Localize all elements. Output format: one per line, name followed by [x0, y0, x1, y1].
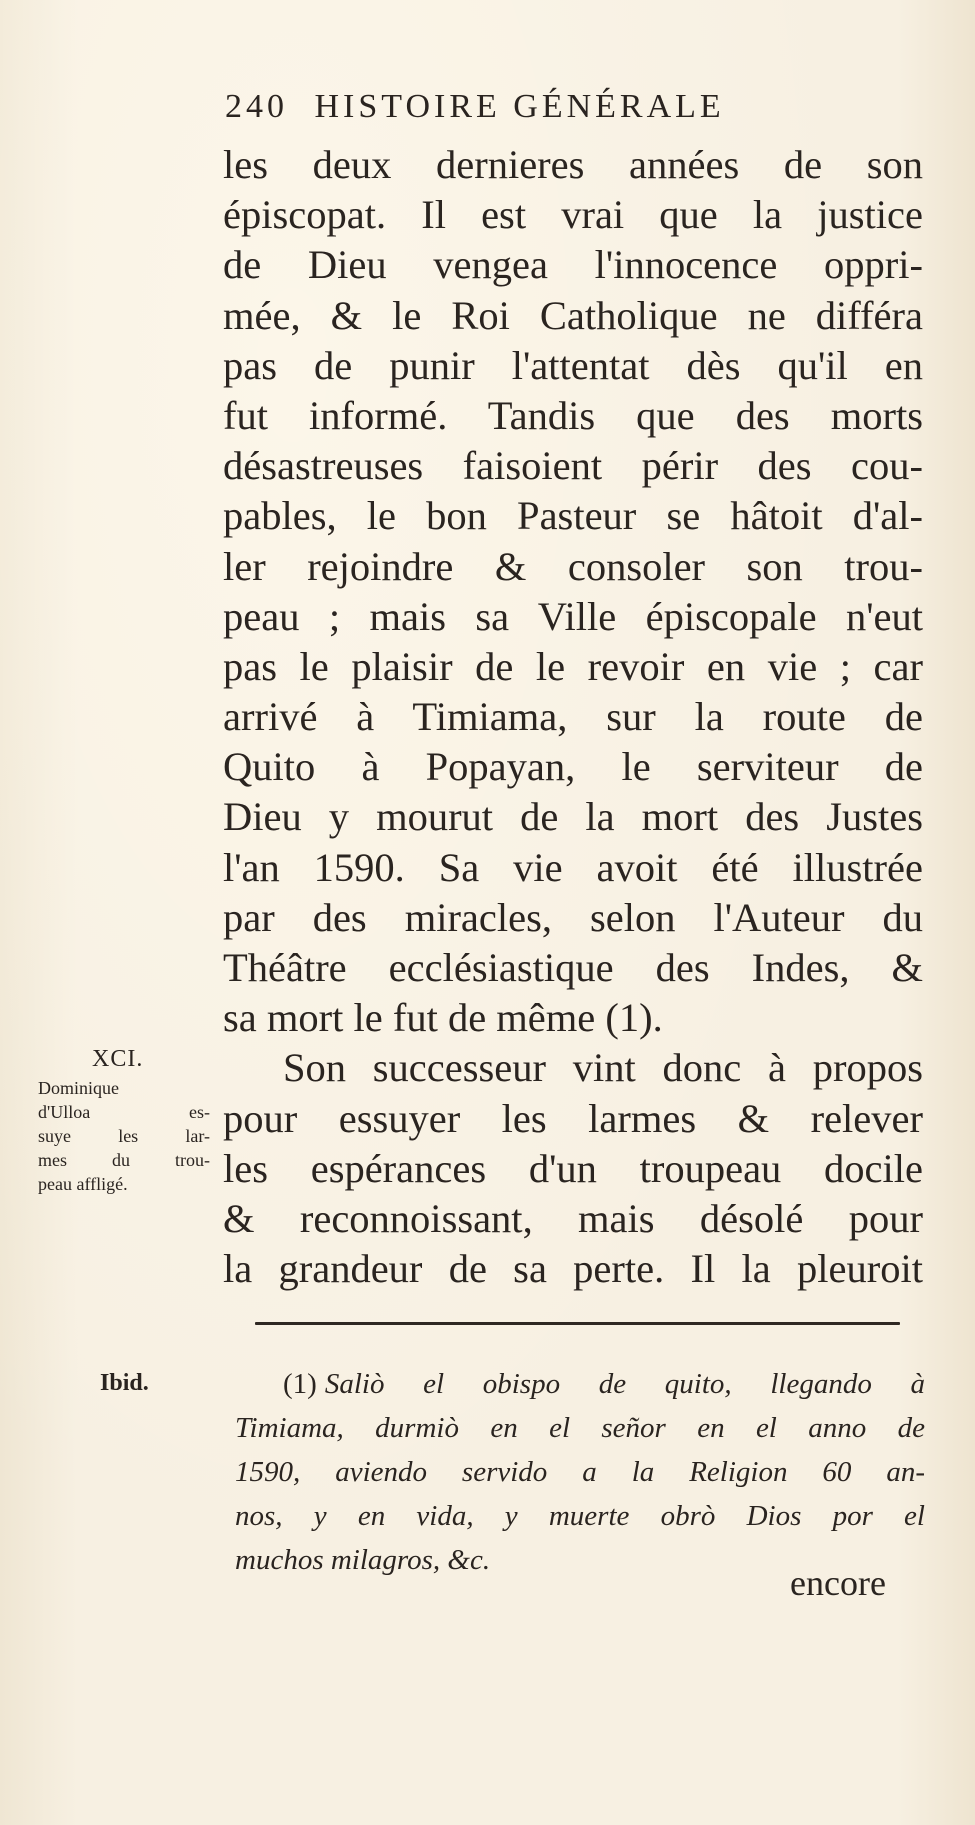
text-line: Dieu y mourut de la mort des Justes — [223, 794, 923, 840]
footnote-line — [235, 1362, 925, 1406]
text-line: arrivé à Timiama, sur la route de — [223, 694, 923, 740]
text-line: les espérances d'un troupeau docile — [223, 1145, 923, 1191]
text-line: pables, le bon Pasteur se hâtoit d'al- — [223, 493, 923, 539]
running-title: HISTOIRE GÉNÉRALE — [314, 88, 725, 125]
footnote-line: nos, y en vida, y muerte obrò Dios por el — [235, 1500, 925, 1532]
margin-note-line: suye les lar- — [38, 1126, 210, 1146]
margin-note-line: peau affligé. — [38, 1174, 128, 1194]
running-header — [225, 88, 725, 126]
text-line: l'an 1590. Sa vie avoit été illustrée — [223, 844, 923, 890]
text-line: la grandeur de sa perte. Il la pleuroit — [223, 1246, 923, 1292]
marginal-note — [38, 1042, 210, 1196]
catchword: encore — [790, 1563, 886, 1603]
text-line: Théâtre ecclésiastique des Indes, & — [223, 945, 923, 990]
text-line: épiscopat. Il est vrai que la justice — [223, 192, 923, 238]
text-line: pas de punir l'attentat dès qu'il en — [223, 342, 923, 388]
margin-section-number: XCI. — [92, 1046, 144, 1072]
footnote — [235, 1362, 925, 1582]
footnote-line: Timiama, durmiò en el señor en el anno de — [235, 1412, 925, 1444]
ibid-reference: Ibid. — [100, 1370, 149, 1396]
page-number: 240 — [225, 88, 288, 125]
margin-note-line: d'Ulloa es- — [38, 1102, 210, 1122]
paragraph-start-line: Son successeur vint donc à propos — [283, 1045, 923, 1091]
text-line: Quito à Popayan, le serviteur de — [223, 744, 923, 790]
text-line: mée, & le Roi Catholique ne différa — [223, 292, 923, 338]
text-line: fut informé. Tandis que des morts — [223, 392, 923, 438]
text-line: & reconnoissant, mais désolé pour — [223, 1195, 923, 1241]
margin-note-line: Dominique — [38, 1078, 119, 1098]
footnote-marker: (1) — [283, 1368, 317, 1400]
margin-note-line: mes du trou- — [38, 1150, 210, 1170]
footnote-line: muchos milagros, &c. — [235, 1544, 491, 1576]
text-line: peau ; mais sa Ville épiscopale n'eut — [223, 593, 923, 639]
text-line: les deux dernieres années de son — [223, 142, 923, 187]
text-line: pour essuyer les larmes & relever — [223, 1095, 923, 1141]
main-text — [223, 140, 923, 1294]
footnote-text: Saliò el obispo de quito, llegando à — [324, 1368, 925, 1400]
footnote-line: 1590, aviendo servido a la Religion 60 an- — [235, 1456, 925, 1488]
text-line: désastreuses faisoient périr des cou- — [223, 443, 923, 489]
text-line: pas le plaisir de le revoir en vie ; car — [223, 643, 923, 689]
text-line: ler rejoindre & consoler son trou- — [223, 543, 923, 589]
text-line: par des miracles, selon l'Auteur du — [223, 894, 923, 940]
footnote-divider — [255, 1322, 900, 1325]
text-line: de Dieu vengea l'innocence oppri- — [223, 242, 923, 288]
text-line: sa mort le fut de même (1). — [223, 995, 663, 1041]
